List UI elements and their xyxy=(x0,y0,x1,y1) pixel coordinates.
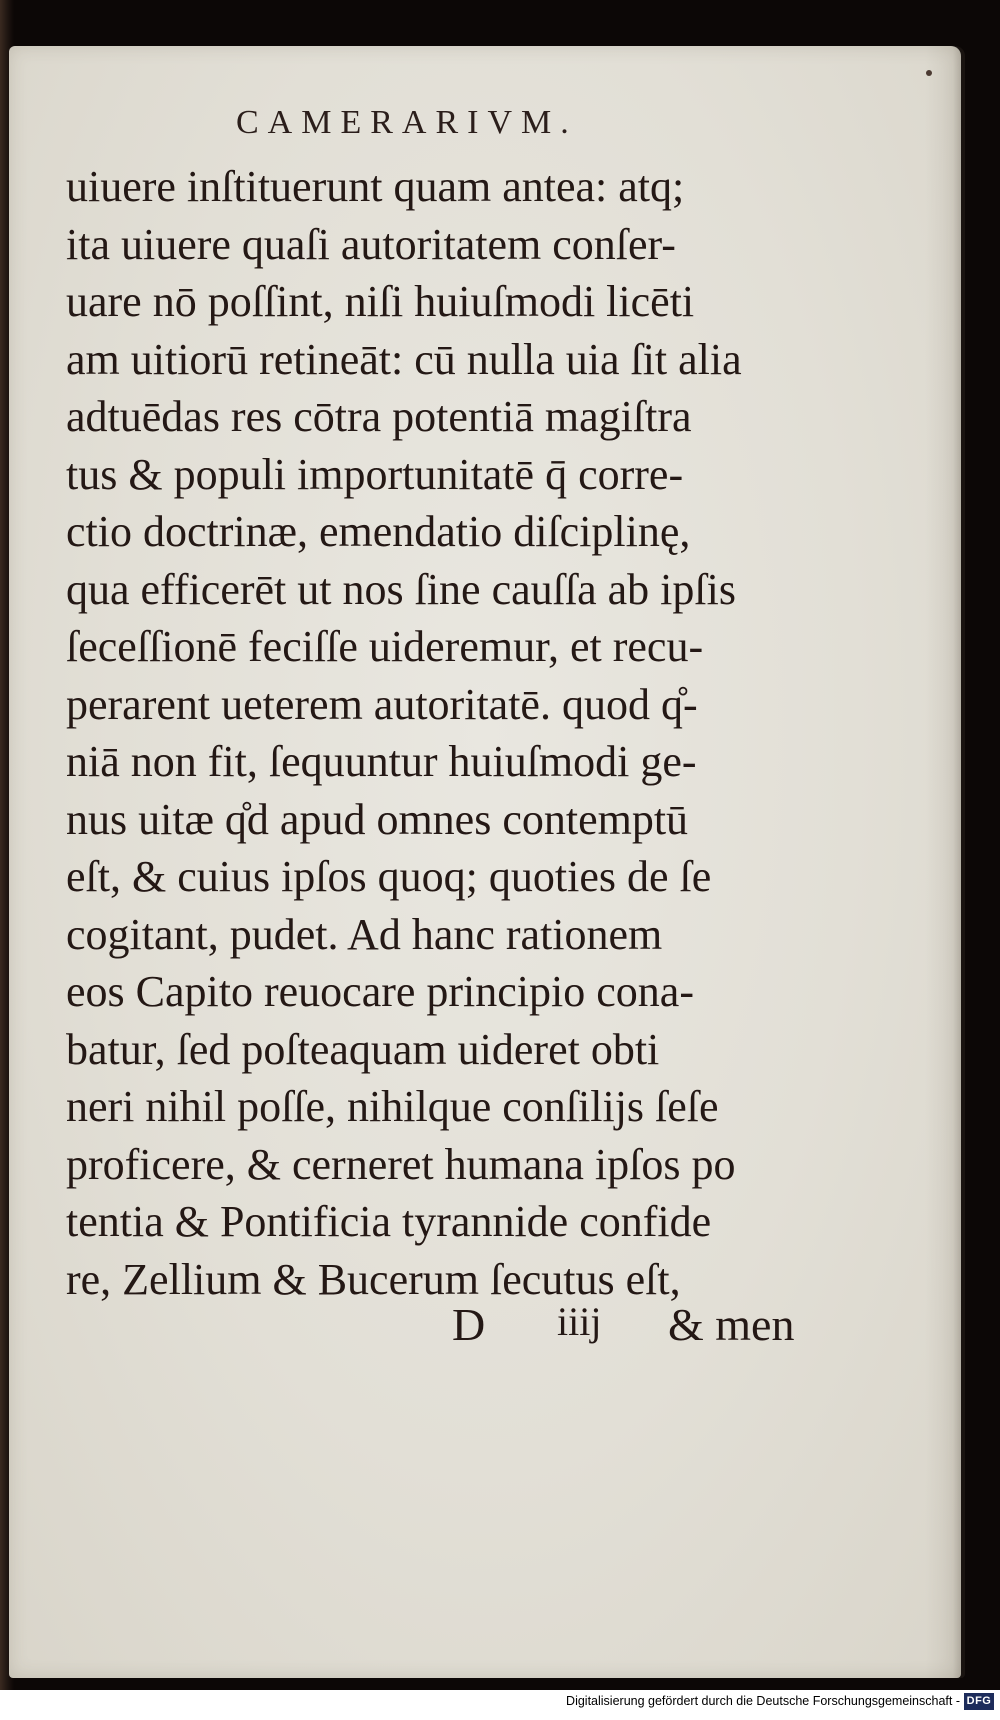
text-line: eos Capito reuocare principio cona- xyxy=(66,967,694,1016)
text-line: ita uiuere quaſi autoritatem conſer- xyxy=(66,219,676,269)
text-line: proficere, & cerneret humana ipſos po xyxy=(66,1139,736,1189)
text-line: uiuere inſtituerunt quam antea: atq; xyxy=(66,162,685,211)
text-line: nus uitæ q̊d apud omnes contemptū xyxy=(66,794,689,844)
text-line: adtuēdas res cōtra potentiā magiſtra xyxy=(66,392,692,441)
text-line: ſeceſſionē feciſſe uideremur, et recu- xyxy=(66,622,704,671)
dfg-logo: DFG xyxy=(964,1693,994,1710)
paper-spot xyxy=(926,70,932,76)
text-block xyxy=(66,158,826,1308)
text-line: batur, ſed poſteaquam uideret obti xyxy=(66,1024,660,1074)
text-line: uare nō poſſint, niſi huiuſmodi licēti xyxy=(66,277,695,326)
text-line: re, Zellium & Bucerum ſecutus eſt, xyxy=(66,1254,681,1304)
catchword: & men xyxy=(668,1299,795,1350)
page-fore-edge xyxy=(925,46,965,1678)
text-line: cogitant, pudet. Ad hanc rationem xyxy=(66,909,663,959)
text-line: am uitiorū retineāt: cū nulla uia ſit alia xyxy=(66,334,742,384)
funding-credit: Digitalisierung gefördert durch die Deutsche Forschungsgemeinschaft - xyxy=(566,1694,960,1708)
running-head: CAMERARIVM. xyxy=(236,104,578,141)
text-line: neri nihil poſſe, nihilque conſilijs ſeſe xyxy=(66,1082,719,1131)
text-line: qua efficerēt ut nos ſine cauſſa ab ipſis xyxy=(66,564,736,614)
signature-mark: D xyxy=(452,1299,486,1350)
text-line: tus & populi importunitatē q̄ corre- xyxy=(66,449,684,499)
text-line: tentia & Pontificia tyrannide confide xyxy=(66,1197,712,1246)
text-line: niā non fit, ſequuntur huiuſmodi ge- xyxy=(66,737,697,786)
text-line: eſt, & cuius ipſos quoq; quoties de ſe xyxy=(66,852,712,901)
text-line: ctio doctrinæ, emendatio diſciplinę, xyxy=(66,507,691,556)
catchline xyxy=(452,1298,822,1358)
folio-number: iiij xyxy=(557,1299,602,1344)
text-line: perarent ueterem autoritatē. quod q̊- xyxy=(66,679,698,729)
